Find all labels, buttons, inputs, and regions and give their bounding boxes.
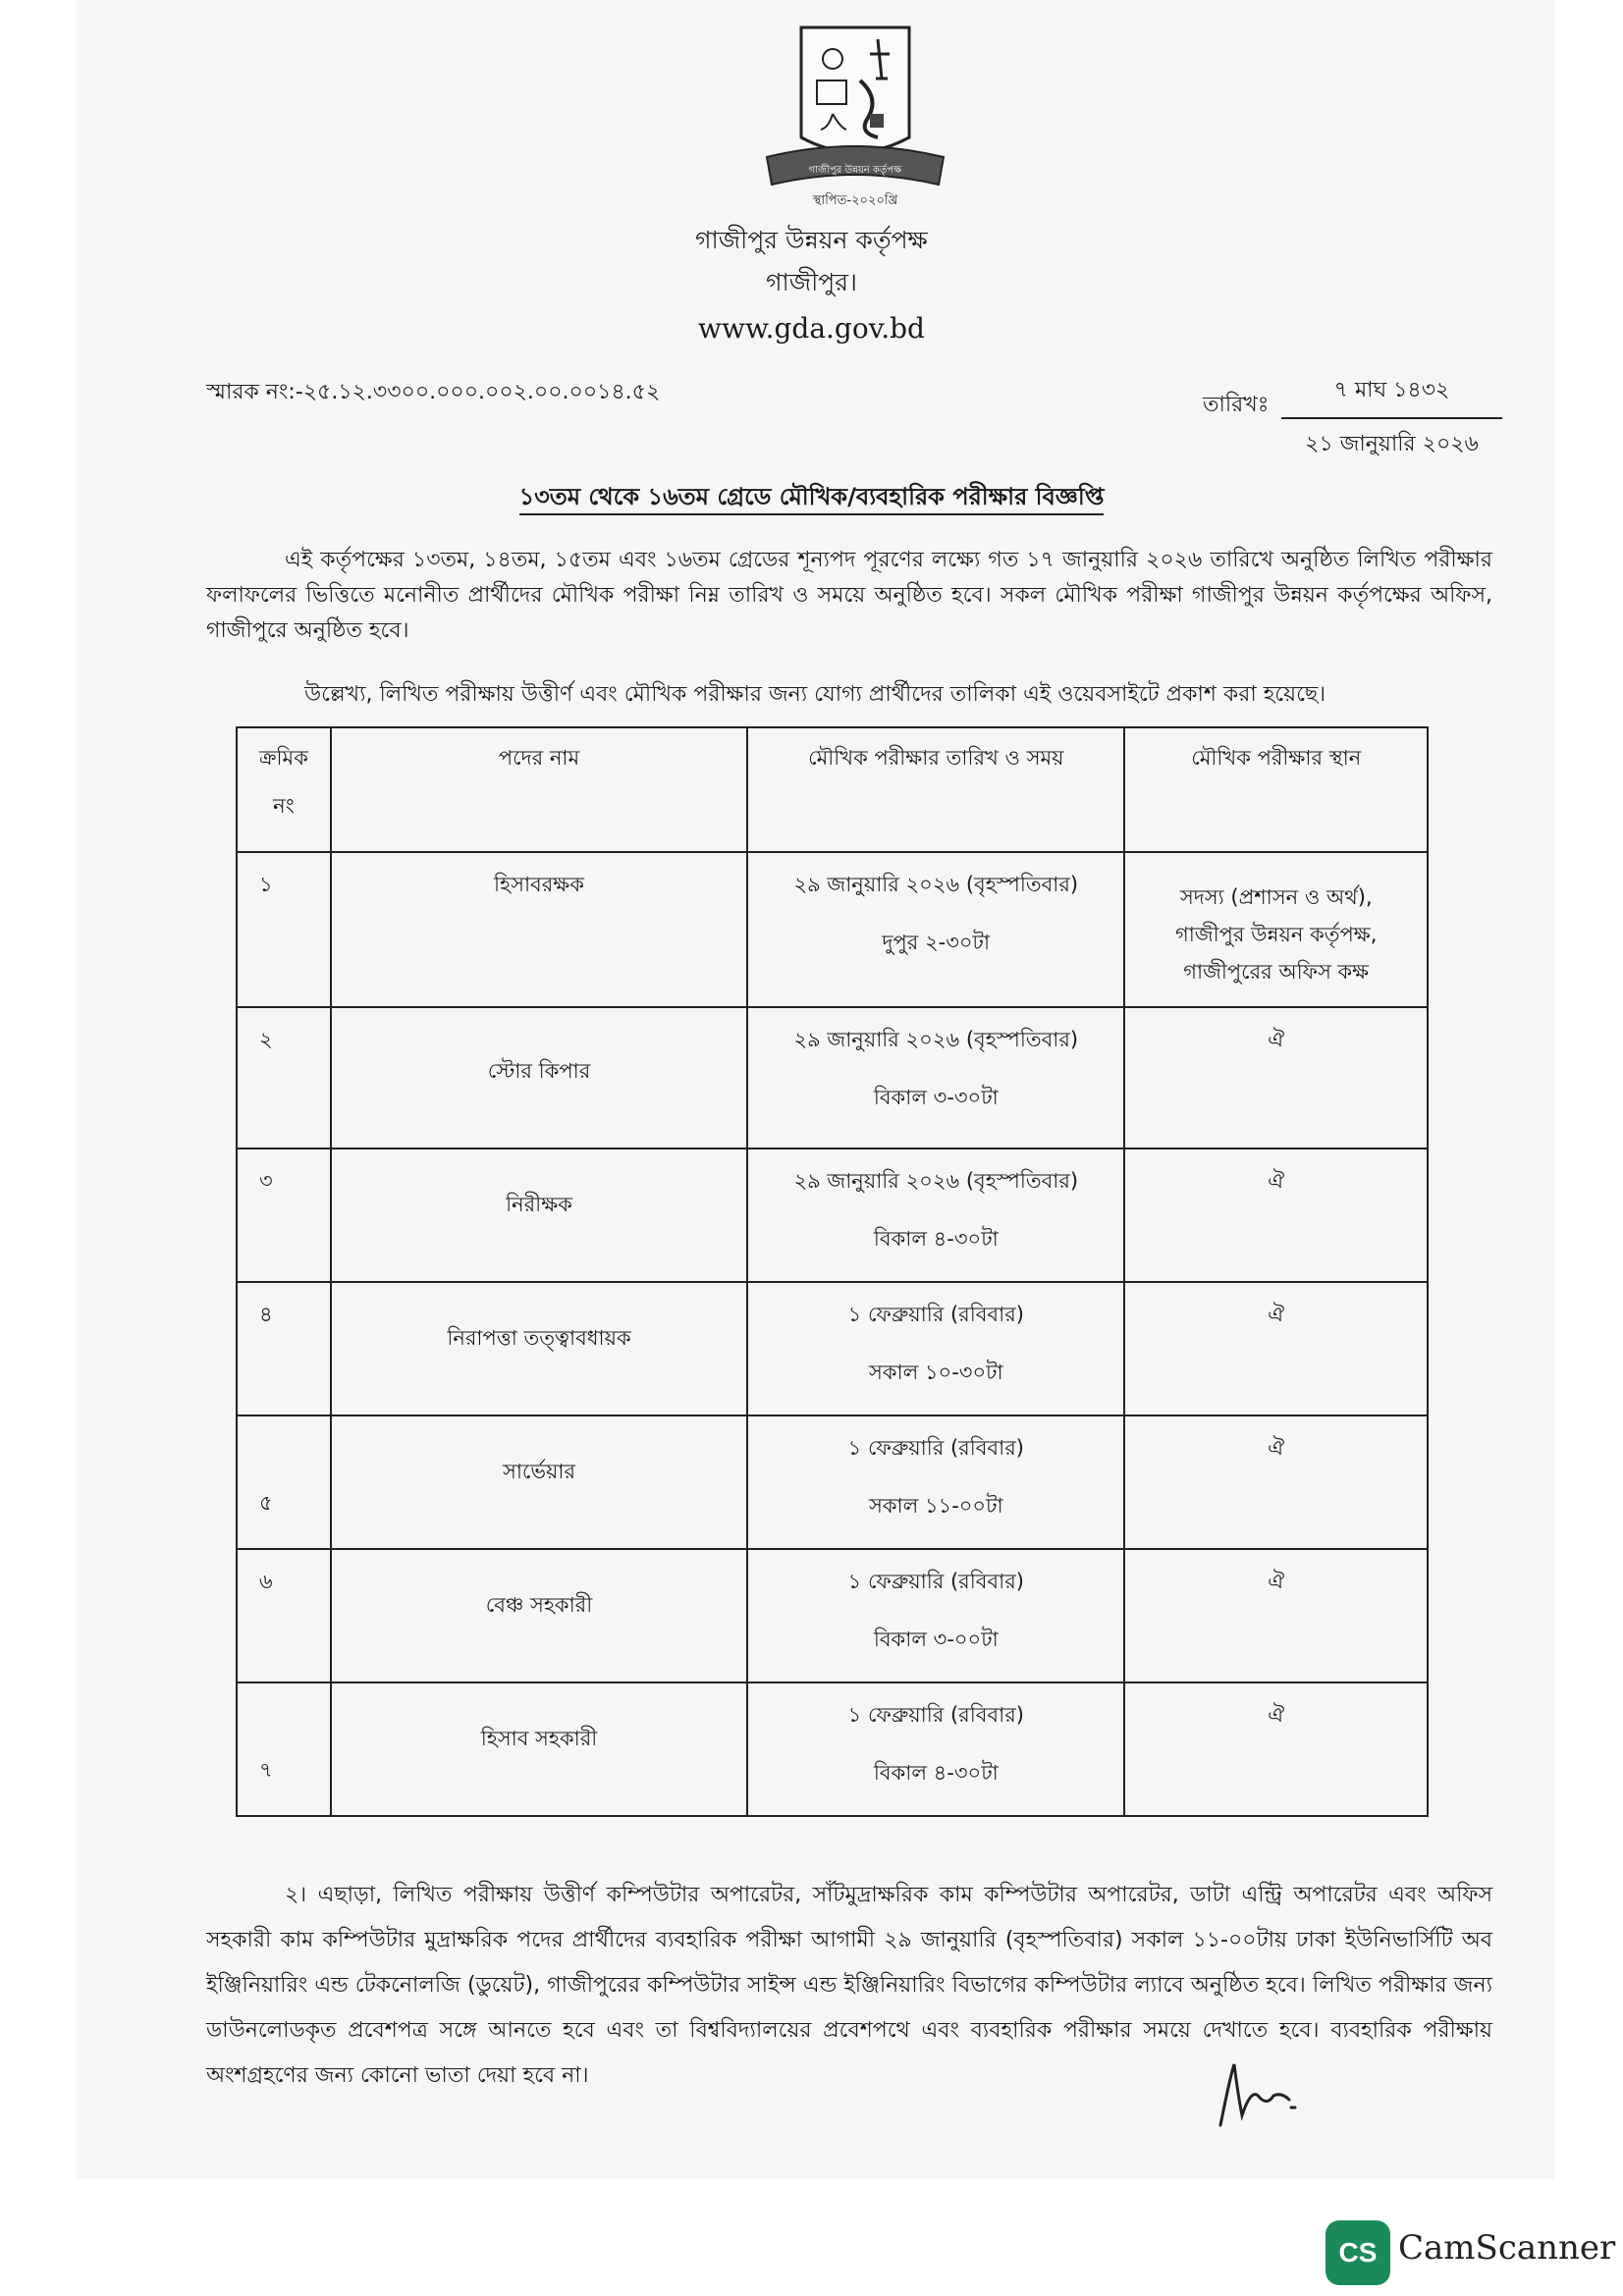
table-row — [237, 1549, 1428, 1682]
row-date: ১ ফেব্রুয়ারি (রবিবার) — [847, 1570, 1024, 1593]
signature — [1213, 2056, 1301, 2135]
row-date: ২৯ জানুয়ারি ২০২৬ (বৃহস্পতিবার) — [793, 873, 1079, 896]
paragraph-note: উল্লেখ্য, লিখিত পরীক্ষায় উত্তীর্ণ এবং মৌখিক পরীক্ষার জন্য যোগ্য প্রার্থীদের তালিকা এই ওয়েবসাইটে প্রকাশ করা হয়েছে। — [304, 682, 1326, 707]
table-row — [237, 852, 1428, 1007]
row-time: সকাল ১০-৩০টা — [868, 1361, 1003, 1384]
date-block — [1281, 373, 1502, 463]
row-venue: ঐ — [1124, 1282, 1428, 1415]
row-datetime — [747, 1282, 1124, 1415]
row-time: সকাল ১১-০০টা — [868, 1494, 1003, 1518]
row-venue-line1: সদস্য (প্রশাসন ও অর্থ), — [1179, 885, 1373, 909]
row-serial: ৫ — [237, 1415, 331, 1549]
header-serial-line2: নং — [273, 794, 295, 818]
notice-subject — [0, 479, 1623, 518]
org-website: www.gda.gov.bd — [698, 312, 925, 345]
row-venue: ঐ — [1124, 1549, 1428, 1682]
row-datetime — [747, 1148, 1124, 1282]
row-venue: ঐ — [1124, 1007, 1428, 1148]
header-post: পদের নাম — [331, 727, 747, 852]
row-datetime — [747, 1549, 1124, 1682]
notice-subject-text: ১৩তম থেকে ১৬তম গ্রেডে মৌখিক/ব্যবহারিক পরীক্ষার বিজ্ঞপ্তি — [519, 483, 1105, 515]
table-row — [237, 1682, 1428, 1816]
row-venue: ঐ — [1124, 1682, 1428, 1816]
table-row — [237, 1415, 1428, 1549]
emblem-year-text: স্থাপিত-২০২০খ্রি — [812, 193, 898, 208]
row-post: হিসাবরক্ষক — [331, 852, 747, 1007]
table-header-row — [237, 727, 1428, 852]
date-english: ২১ জানুয়ারি ২০২৬ — [1305, 432, 1479, 456]
row-serial: ১ — [237, 852, 331, 1007]
row-serial: ৪ — [237, 1282, 331, 1415]
row-serial: ২ — [237, 1007, 331, 1148]
row-venue: ঐ — [1124, 1415, 1428, 1549]
header-datetime: মৌখিক পরীক্ষার তারিখ ও সময় — [747, 727, 1124, 852]
row-post: নিরীক্ষক — [331, 1148, 747, 1282]
row-venue-line3: গাজীপুরের অফিস কক্ষ — [1183, 960, 1370, 984]
interview-schedule-table — [236, 726, 1429, 1817]
row-venue — [1124, 852, 1428, 1007]
row-time: বিকাল ৪-৩০টা — [873, 1761, 999, 1785]
header-serial-line1: ক্রমিক — [258, 746, 308, 770]
row-date: ২৯ জানুয়ারি ২০২৬ (বৃহস্পতিবার) — [793, 1028, 1079, 1051]
table-row — [237, 1148, 1428, 1282]
row-datetime — [747, 1007, 1124, 1148]
paragraph-intro: এই কর্তৃপক্ষের ১৩তম, ১৪তম, ১৫তম এবং ১৬তম গ্রেডের শূন্যপদ পূরণের লক্ষ্যে গত ১৭ জানুয়ারি ২০২৬ তারিখে অনুষ্ঠিত লিখিত পরীক্ষার ফলাফলের ভিত্তিতে মনোনীত প্রার্থীদের মৌখিক পরীক্ষা নিম্ন তারিখ ও সময়ে অনুষ্ঠিত হবে। সকল মৌখিক পরীক্ষা গাজীপুর উন্নয়ন কর্তৃপক্ষের অফিস, গাজীপুরে অনুষ্ঠিত হবে। — [206, 548, 1492, 643]
row-post: স্টোর কিপার — [331, 1007, 747, 1148]
row-post: বেঞ্চ সহকারী — [331, 1549, 747, 1682]
row-venue: ঐ — [1124, 1148, 1428, 1282]
row-post: হিসাব সহকারী — [331, 1682, 747, 1816]
header-serial — [237, 727, 331, 852]
row-venue-line2: গাজীপুর উন্নয়ন কর্তৃপক্ষ, — [1175, 923, 1378, 946]
emblem-banner-text: গাজীপুর উন্নয়ন কর্তৃপক্ষ — [808, 165, 902, 176]
row-serial: ৭ — [237, 1682, 331, 1816]
table-row — [237, 1282, 1428, 1415]
row-time: দুপুর ২-৩০টা — [882, 931, 991, 954]
header-venue: মৌখিক পরীক্ষার স্থান — [1124, 727, 1428, 852]
row-post: সার্ভেয়ার — [331, 1415, 747, 1549]
row-serial: ৩ — [237, 1148, 331, 1282]
row-time: বিকাল ৩-০০টা — [873, 1628, 999, 1651]
org-name: গাজীপুর উন্নয়ন কর্তৃপক্ষ — [695, 226, 928, 254]
row-date: ১ ফেব্রুয়ারি (রবিবার) — [847, 1703, 1024, 1727]
row-time: বিকাল ৩-৩০টা — [873, 1086, 999, 1109]
paragraph-practical-exam: ২। এছাড়া, লিখিত পরীক্ষায় উত্তীর্ণ কম্পিউটার অপারেটর, সাঁটমুদ্রাক্ষরিক কাম কম্পিউটার অপারেটর, ডাটা এন্ট্রি অপারেটর এবং অফিস সহকারী কাম কম্পিউটার মুদ্রাক্ষরিক পদের প্রার্থীদের ব্যবহারিক পরীক্ষা আগামী ২৯ জানুয়ারি (বৃহস্পতিবার) সকাল ১১-০০টায় ঢাকা ইউনিভার্সিটি অব ইঞ্জিনিয়ারিং এন্ড টেকনোলজি (ডুয়েট), গাজীপুরের কম্পিউটার সাইন্স এন্ড ইঞ্জিনিয়ারিং বিভাগের কম্পিউটার ল্যাবে অনুষ্ঠিত হবে। লিখিত পরীক্ষার জন্য ডাউনলোডকৃত প্রবেশপত্র সঙ্গে আনতে হবে এবং তা বিশ্ববিদ্যালয়ের প্রবেশপথে এবং ব্যবহারিক পরীক্ষার সময়ে দেখাতে হবে। ব্যবহারিক পরীক্ষায় অংশগ্রহণের জন্য কোনো ভাতা দেয়া হবে না। — [206, 1883, 1492, 2088]
row-time: বিকাল ৪-৩০টা — [873, 1227, 999, 1251]
date-label: তারিখঃ — [1203, 393, 1270, 417]
row-date: ২৯ জানুয়ারি ২০২৬ (বৃহস্পতিবার) — [793, 1169, 1079, 1193]
row-datetime — [747, 852, 1124, 1007]
row-serial: ৬ — [237, 1549, 331, 1682]
row-post: নিরাপত্তা তত্ত্বাবধায়ক — [331, 1282, 747, 1415]
date-bangla: ৭ মাঘ ১৪৩২ — [1281, 373, 1502, 419]
row-date: ১ ফেব্রুয়ারি (রবিবার) — [847, 1436, 1024, 1460]
row-date: ১ ফেব্রুয়ারি (রবিবার) — [847, 1303, 1024, 1326]
org-city: গাজীপুর। — [766, 268, 857, 296]
gda-emblem-logo — [752, 20, 958, 216]
camscanner-label: CamScanner — [1398, 2228, 1616, 2268]
memo-number: স্মারক নং:-২৫.১২.৩৩০০.০০০.০০২.০০.০০১৪.৫২ — [206, 380, 661, 404]
row-datetime — [747, 1682, 1124, 1816]
row-datetime — [747, 1415, 1124, 1549]
camscanner-logo-icon: CS — [1325, 2220, 1390, 2285]
table-row — [237, 1007, 1428, 1148]
